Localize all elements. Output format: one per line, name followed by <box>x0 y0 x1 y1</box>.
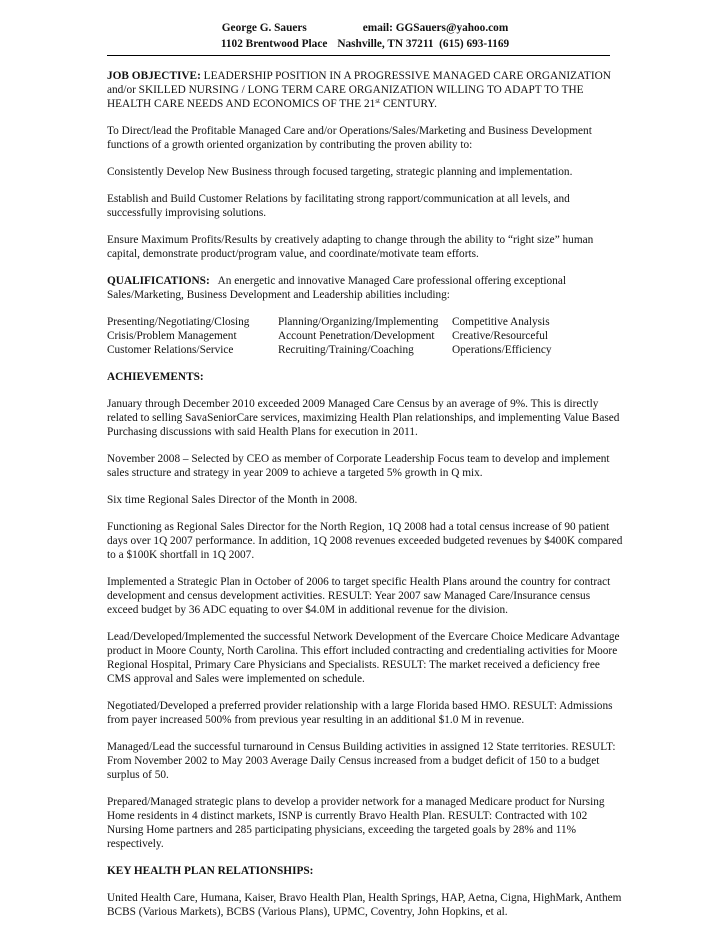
skill-item: Presenting/Negotiating/Closing <box>107 316 250 328</box>
achievement-item: Lead/Developed/Implemented the successful Network Development of the Evercare Choice Medicare Advantage product in Moore County, North Carolina. This effort included contracting and credentialing activities for Moore Regional Hospital, Primary Care Physicians and Specialists. RESULT: The market received a deficiency free CMS approval and Sales were implemented on schedule. <box>107 631 620 685</box>
job-objective-text: LEADERSHIP POSITION IN A PROGRESSIVE MANAGED CARE ORGANIZATION and/or SKILLED NURSING / LONG TERM CARE ORGANIZATION WILLING TO ADAPT TO THE HEALTH CARE NEEDS AND ECONOMICS OF THE 21 <box>107 70 611 110</box>
achievement-item: Prepared/Managed strategic plans to develop a provider network for a managed Medicare product for Nursing Home residents in 4 distinct markets, ISNP is currently Bravo Health Plan. RESULT: Contracted with 102 Nursing Home partners and 285 participating physicians, exceeding the targeted goals by 28% and 11% respectively. <box>107 796 605 850</box>
job-objective-label: JOB OBJECTIVE: <box>107 70 201 82</box>
applicant-name: George G. Sauers <box>221 22 307 34</box>
header-line-2 <box>107 36 623 52</box>
qualifications-label: QUALIFICATIONS: <box>107 275 210 287</box>
intro-paragraph: Establish and Build Customer Relations by facilitating strong rapport/communication at all levels, and successfully improvising solutions. <box>107 193 570 219</box>
applicant-city-phone: Nashville, TN 37211 (615) 693-1169 <box>337 38 510 50</box>
achievement-item: November 2008 – Selected by CEO as member of Corporate Leadership Focus team to develop and implement sales structure and strategy in year 2009 to achieve a targeted 5% growth in Q mix. <box>107 453 610 479</box>
skill-item: Crisis/Problem Management <box>107 330 237 342</box>
qualifications-text: An energetic and innovative Managed Care professional offering exceptional Sales/Marketing, Business Development and Leadership abilities including: <box>107 275 569 301</box>
relationships-text: United Health Care, Humana, Kaiser, Bravo Health Plan, Health Springs, HAP, Aetna, Cigna, HighMark, Anthem BCBS (Various Markets), BCBS (Various Plans), UPMC, Coventry, John Hopkins, et al. <box>107 892 622 918</box>
job-objective-tail: CENTURY. <box>380 98 437 110</box>
job-objective <box>107 69 623 111</box>
skills-grid <box>107 315 623 357</box>
qualifications <box>107 274 623 302</box>
skill-item: Recruiting/Training/Coaching <box>278 344 414 356</box>
achievements-heading: ACHIEVEMENTS: <box>107 371 204 383</box>
skill-item: Customer Relations/Service <box>107 344 234 356</box>
applicant-address: 1102 Brentwood Place <box>220 38 328 50</box>
skill-item: Competitive Analysis <box>452 316 550 328</box>
skill-item: Operations/Efficiency <box>452 344 552 356</box>
skill-item: Creative/Resourceful <box>452 330 548 342</box>
relationships-heading: KEY HEALTH PLAN RELATIONSHIPS: <box>107 865 314 877</box>
skill-item: Planning/Organizing/Implementing <box>278 316 439 328</box>
achievement-item: January through December 2010 exceeded 2009 Managed Care Census by an average of 9%. This is directly related to selling SavaSeniorCare services, maximizing Health Plan relationships, and implementing Value Based Purchasing discussions with said Health Plans for execution in 2011. <box>107 398 620 438</box>
achievement-item: Six time Regional Sales Director of the Month in 2008. <box>107 494 358 506</box>
intro-paragraph: Consistently Develop New Business through focused targeting, strategic planning and implementation. <box>107 166 573 178</box>
achievement-item: Functioning as Regional Sales Director for the North Region, 1Q 2008 had a total census increase of 90 patient days over 1Q 2007 performance. In addition, 1Q 2008 revenues exceeded budgeted revenues by $400K compared to a $100K shortfall in 1Q 2007. <box>107 521 623 561</box>
achievement-item: Managed/Lead the successful turnaround in Census Building activities in assigned 12 State territories. RESULT: From November 2002 to May 2003 Average Daily Census increased from a budget deficit of 150 to a budget surplus of 50. <box>107 741 616 781</box>
intro-paragraph: Ensure Maximum Profits/Results by creatively adapting to change through the ability to “right size” human capital, demonstrate product/program value, and coordinate/motivate team efforts. <box>107 234 594 260</box>
achievement-item: Negotiated/Developed a preferred provider relationship with a large Florida based HMO. RESULT: Admissions from payer increased 500% from previous year resulting in an additional $1.0 M in revenue. <box>107 700 613 726</box>
header-line-1 <box>107 20 623 36</box>
contact-header <box>107 20 623 56</box>
job-objective-sup: st <box>375 97 380 105</box>
skill-item: Account Penetration/Development <box>278 330 435 342</box>
header-divider <box>107 55 610 56</box>
achievement-item: Implemented a Strategic Plan in October of 2006 to target specific Health Plans around the country for contract development and census development activities. RESULT: Year 2007 saw Managed Care/Insurance census exceed budget by 36 ADC equating to over $4.0M in additional revenue for the division. <box>107 576 611 616</box>
intro-paragraph: To Direct/lead the Profitable Managed Care and/or Operations/Sales/Marketing and Business Development functions of a growth oriented organization by contributing the proven ability to: <box>107 125 592 151</box>
resume-page <box>107 20 623 919</box>
applicant-email: email: GGSauers@yahoo.com <box>362 22 509 34</box>
